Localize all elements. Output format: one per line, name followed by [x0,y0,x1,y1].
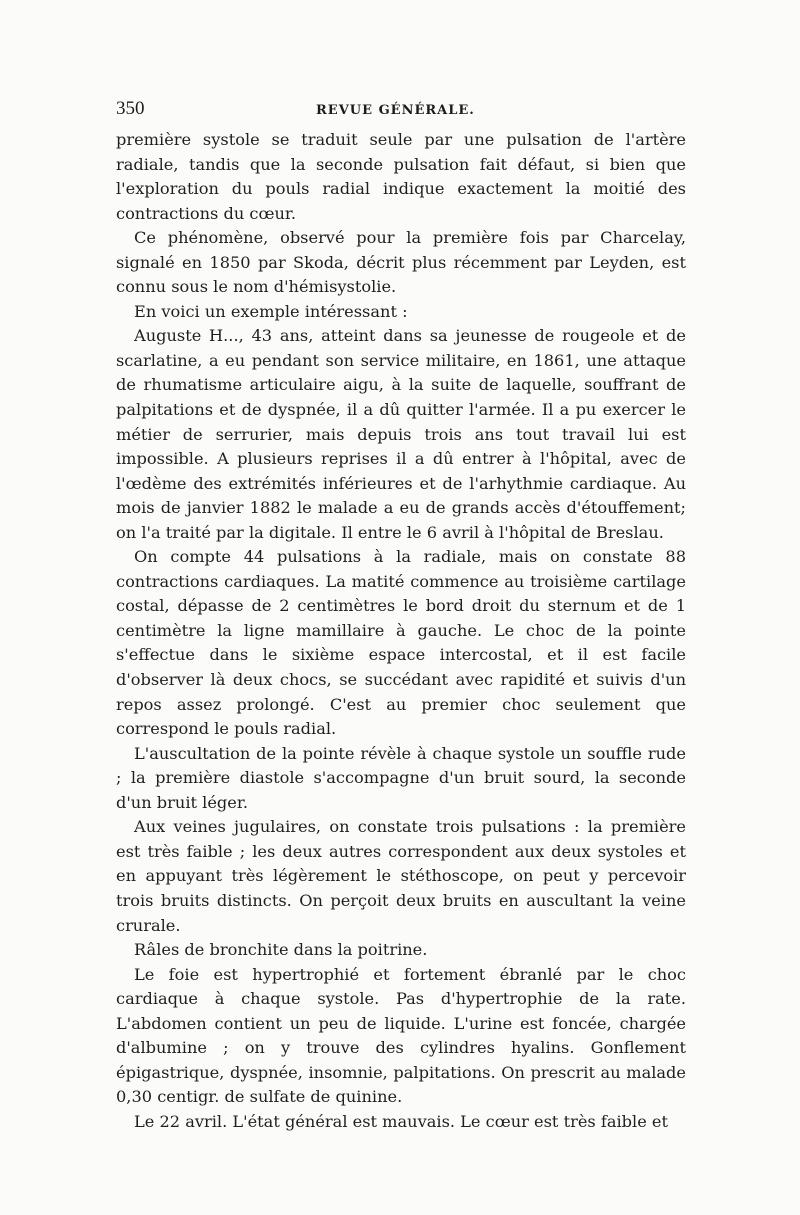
paragraph: Râles de bronchite dans la poitrine. [134,940,428,960]
paragraph: Ce phénomène, observé pour la première fois par Charcelay, signalé en 1850 par Skoda, décrit plus récemment par Leyden, est connu sous le nom d'hémisystolie. [116,228,686,297]
paragraph: L'auscultation de la pointe révèle à chaque systole un souffle rude ; la première diastole s'accompagne d'un bruit sourd, la seconde d'un bruit léger. [116,743,686,812]
page-header [116,98,686,122]
page-number: 350 [116,98,145,119]
body-text [116,128,686,1134]
paragraph: On compte 44 pulsations à la radiale, mais on constate 88 contractions cardiaques. La matité commence au troisième cartilage costal, dépasse de 2 centimètres le bord droit du sternum et de 1 centimètre la ligne mamillaire à gauche. Le choc de la pointe s'effectue dans le sixième espace intercostal, et il est facile d'observer là deux chocs, se succédant avec rapidité et suivis d'un repos assez prolongé. C'est au premier choc seulement que correspond le pouls radial. [116,547,686,739]
paragraph: Auguste H..., 43 ans, atteint dans sa jeunesse de rougeole et de scarlatine, a eu pendant son service militaire, en 1861, une attaque de rhumatisme articulaire aigu, à la suite de laquelle, souffrant de palpitations et de dyspnée, il a dû quitter l'armée. Il a pu exercer le métier de serrurier, mais depuis trois ans tout travail lui est impossible. A plusieurs reprises il a dû entrer à l'hôpital, avec de l'œdème des extrémités inférieures et de l'arhythmie cardiaque. Au mois de janvier 1882 le malade a eu de grands accès d'étouffement; on l'a traité par la digitale. Il entre le 6 avril à l'hôpital de Breslau. [116,326,686,542]
paragraph: En voici un exemple intéressant : [134,301,408,321]
paragraph: Le 22 avril. L'état général est mauvais. Le cœur est très faible et [134,1111,669,1131]
running-head: REVUE GÉNÉRALE. [316,103,475,118]
paragraph: Le foie est hypertrophié et fortement ébranlé par le choc cardiaque à chaque systole. Pas d'hypertrophie de la rate. L'abdomen contient un peu de liquide. L'urine est foncée, chargée d'albumine ; on y trouve des cylindres hyalins. Gonflement épigastrique, dyspnée, insomnie, palpitations. On prescrit au malade 0,30 centigr. de sulfate de quinine. [116,964,686,1107]
paragraph: Aux veines jugulaires, on constate trois pulsations : la première est très faible ; les deux autres correspondent aux deux systoles et en appuyant très légèrement le stéthoscope, on peut y percevoir trois bruits distincts. On perçoit deux bruits en auscultant la veine crurale. [116,817,686,935]
paragraph-continuation: première systole se traduit seule par une pulsation de l'artère radiale, tandis que la seconde pulsation fait défaut, si bien que l'exploration du pouls radial indique exactement la moitié des contractions du cœur. [116,130,686,223]
